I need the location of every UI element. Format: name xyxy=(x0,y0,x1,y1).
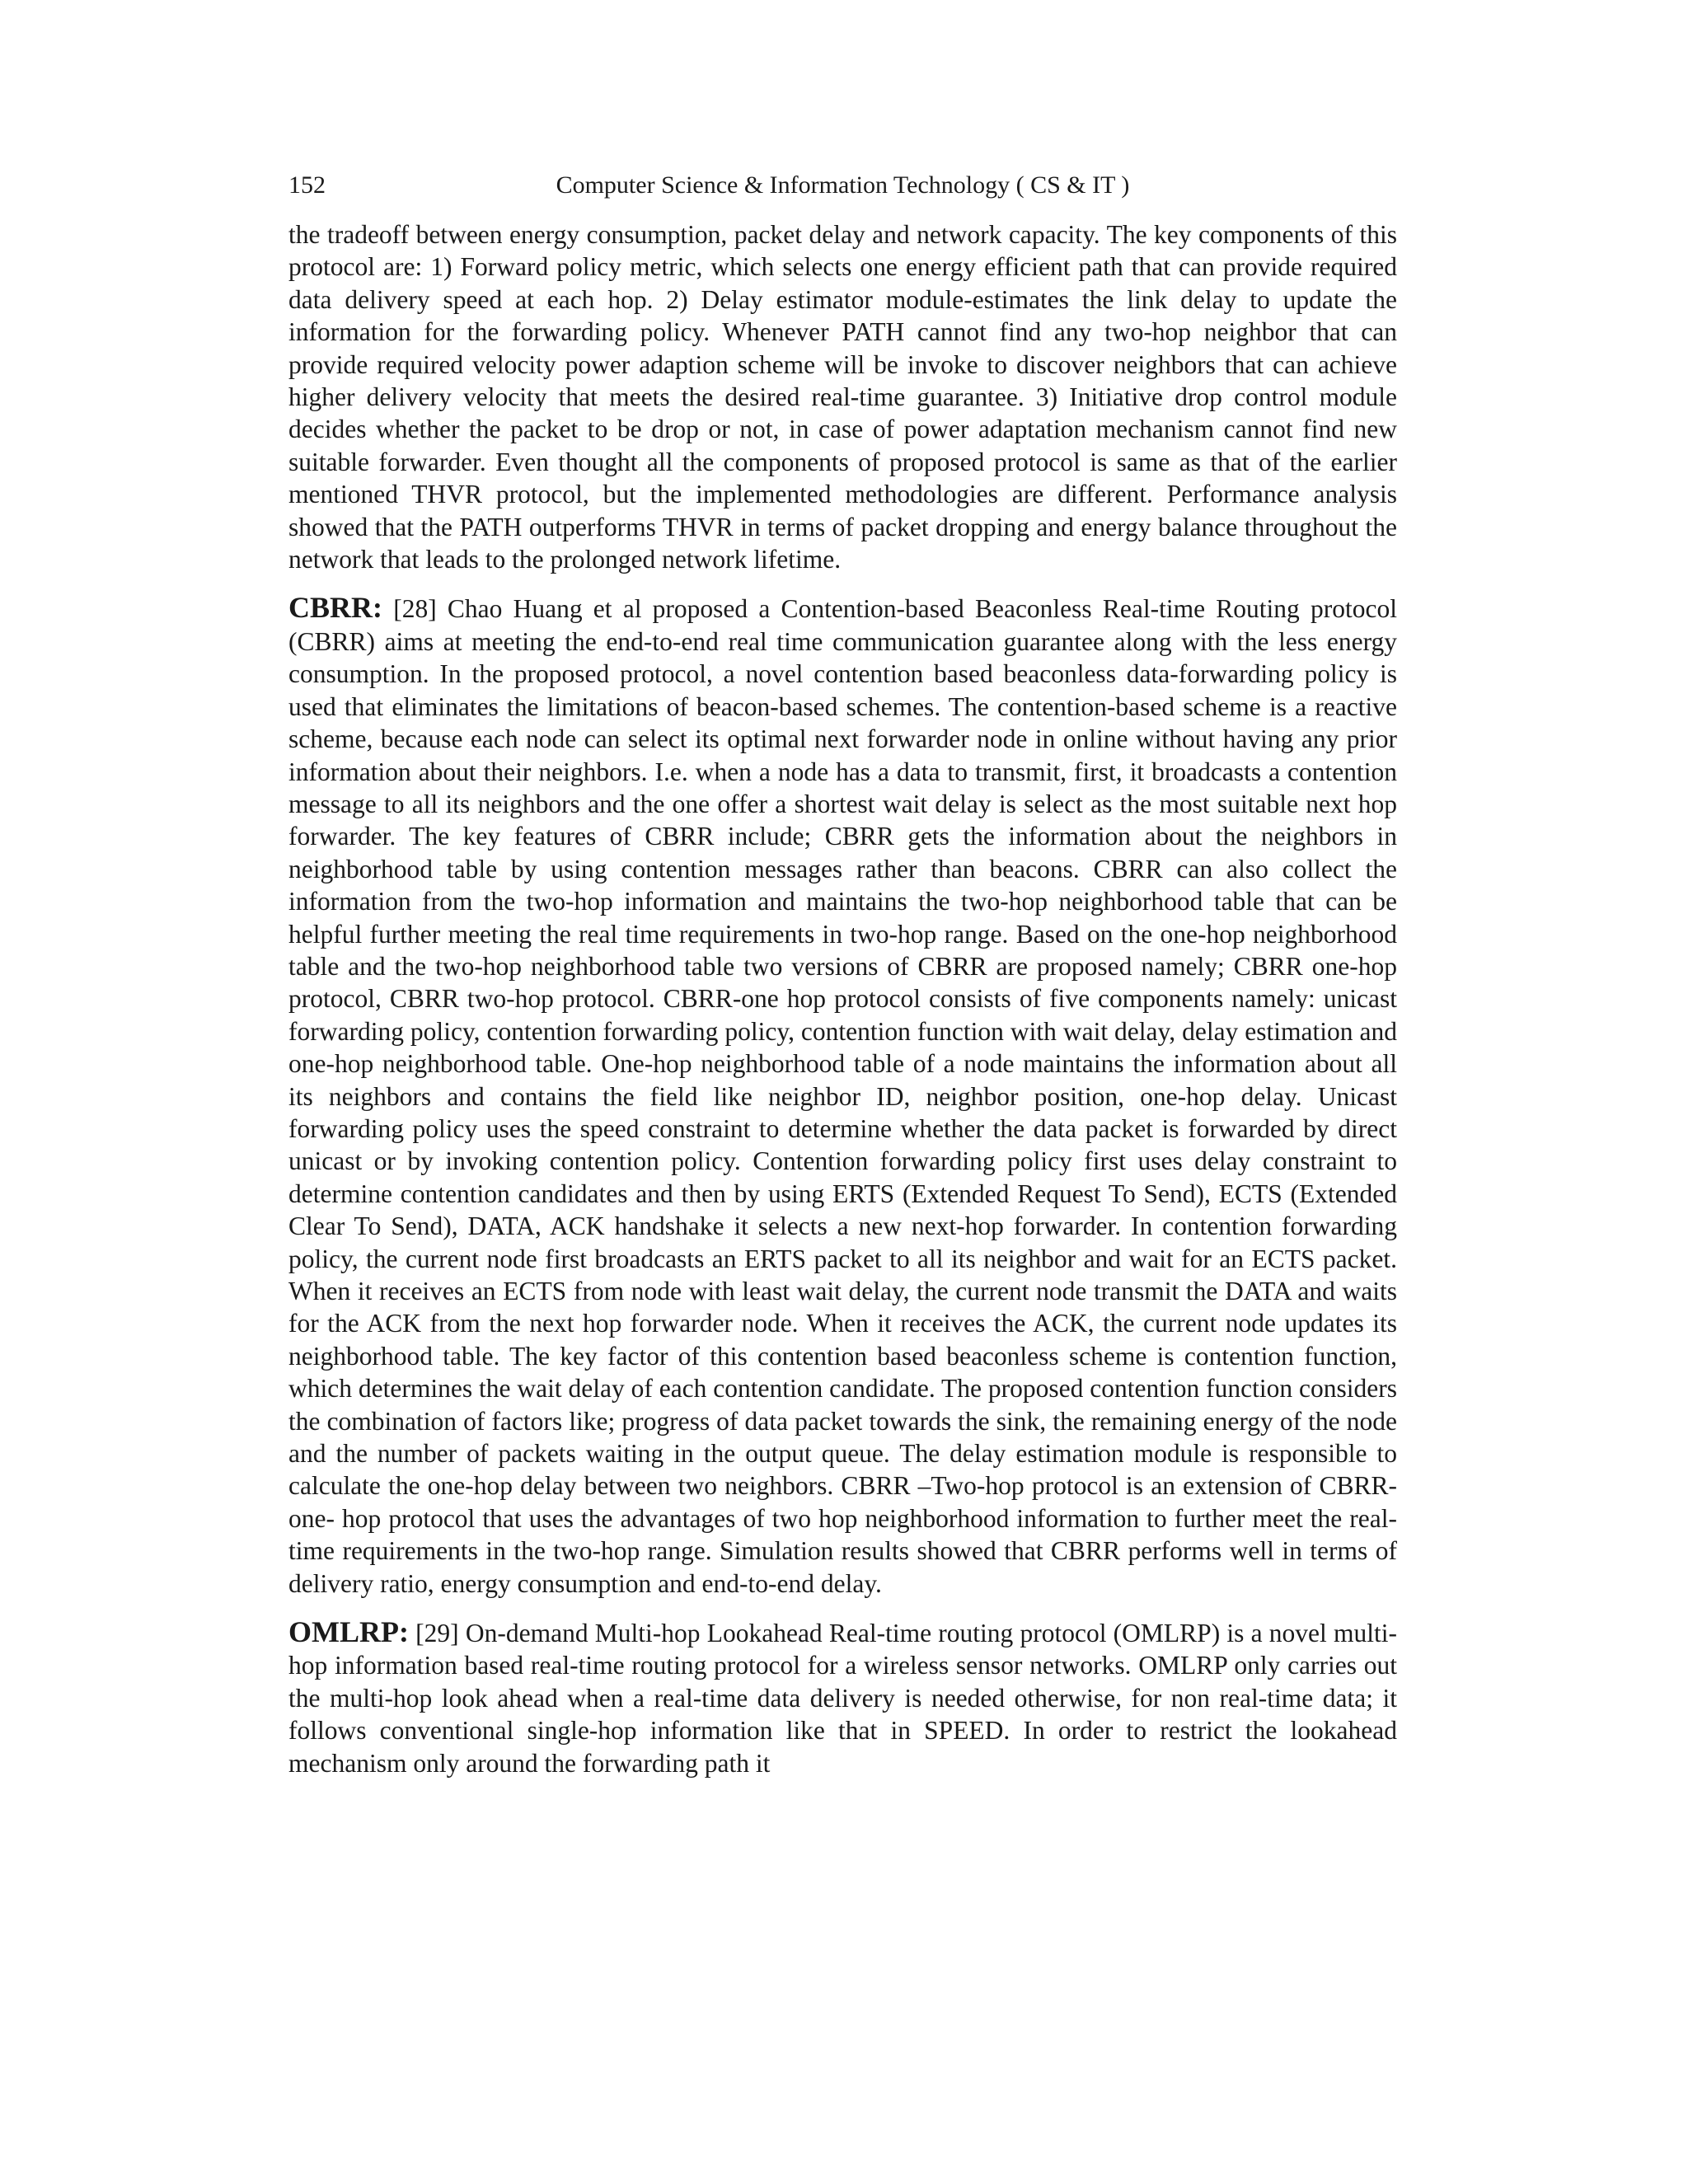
journal-title: Computer Science & Information Technology ( CS & IT ) xyxy=(556,171,1130,199)
paragraph-text: [29] On-demand Multi-hop Lookahead Real-time routing protocol (OMLRP) is a novel multi-hop information based real-time routing protocol for a wireless sensor networks. OMLRP only carries out the multi-hop look ahead when a real-time data delivery is needed otherwise, for non real-time data; it follows conventional single-hop information like that in SPEED. In order to restrict the lookahead mechanism only around the forwarding path it xyxy=(288,1619,1397,1778)
page-number: 152 xyxy=(288,171,326,199)
paragraph-text: [28] Chao Huang et al proposed a Contention-based Beaconless Real-time Routing protocol (CBRR) aims at meeting the end-to-end real time communication guarantee along with the less energy consumption. In the proposed protocol, a novel contention based beaconless data-forwarding policy is used that eliminates the limitations of beacon-based schemes. The contention-based scheme is a reactive scheme, because each node can select its optimal next forwarder node in online without having any prior information about their neighbors. I.e. when a node has a data to transmit, first, it broadcasts a contention message to all its neighbors and the one offer a shortest wait delay is select as the most suitable next hop forwarder. The key features of CBRR include; CBRR gets the information about the neighbors in neighborhood table by using contention messages rather than beacons. CBRR can also collect the information from the two-hop information and maintains the two-hop neighborhood table that can be helpful further meeting the real time requirements in two-hop range. Based on the one-hop neighborhood table and the two-hop neighborhood table two versions of CBRR are proposed namely; CBRR one-hop protocol, CBRR two-hop protocol. CBRR-one hop protocol consists of five components namely: unicast forwarding policy, contention forwarding policy, contention function with wait delay, delay estimation and one-hop neighborhood table. One-hop neighborhood table of a node maintains the information about all its neighbors and contains the field like neighbor ID, neighbor position, one-hop delay. Unicast forwarding policy uses the speed constraint to determine whether the data packet is forwarded by direct unicast or by invoking contention policy. Contention forwarding policy first uses delay constraint to determine contention candidates and then by using ERTS (Extended Request To Send), ECTS (Extended Clear To Send), DATA, ACK handshake it selects a new next-hop forwarder. In contention forwarding policy, the current node first broadcasts an ERTS packet to all its neighbor and wait for an ECTS packet. When it receives an ECTS from node with least wait delay, the current node transmit the DATA and waits for the ACK from the next hop forwarder node. When it receives the ACK, the current node updates its neighborhood table. The key factor of this contention based beaconless scheme is contention function, which determines the wait delay of each contention candidate. The proposed contention function considers the combination of factors like; progress of data packet towards the sink, the remaining energy of the node and the number of packets waiting in the output queue. The delay estimation module is responsible to calculate the one-hop delay between two neighbors. CBRR –Two-hop protocol is an extension of CBRR-one- hop protocol that uses the advantages of two hop neighborhood information to further meet the real-time requirements in the two-hop range. Simulation results showed that CBRR performs well in terms of delivery ratio, energy consumption and end-to-end delay. xyxy=(288,594,1397,1598)
running-head xyxy=(288,169,1397,202)
protocol-term-cbrr: CBRR: xyxy=(288,591,382,625)
paragraph-path-continued xyxy=(288,218,1397,575)
paragraph-cbrr xyxy=(288,592,1397,1600)
protocol-term-omlrp: OMLRP: xyxy=(288,1615,409,1649)
page xyxy=(288,169,1397,1779)
paragraph-text: the tradeoff between energy consumption, packet delay and network capacity. The key components of this protocol are: 1) Forward policy metric, which selects one energy efficient path that can provide required data delivery speed at each hop. 2) Delay estimator module-estimates the link delay to update the information for the forwarding policy. Whenever PATH cannot find any two-hop neighbor that can provide required velocity power adaption scheme will be invoke to discover neighbors that can achieve higher delivery velocity that meets the desired real-time guarantee. 3) Initiative drop control module decides whether the packet to be drop or not, in case of power adaptation mechanism cannot find new suitable forwarder. Even thought all the components of proposed protocol is same as that of the earlier mentioned THVR protocol, but the implemented methodologies are different. Performance analysis showed that the PATH outperforms THVR in terms of packet dropping and energy balance throughout the network that leads to the prolonged network lifetime. xyxy=(288,220,1397,574)
paragraph-omlrp xyxy=(288,1616,1397,1779)
